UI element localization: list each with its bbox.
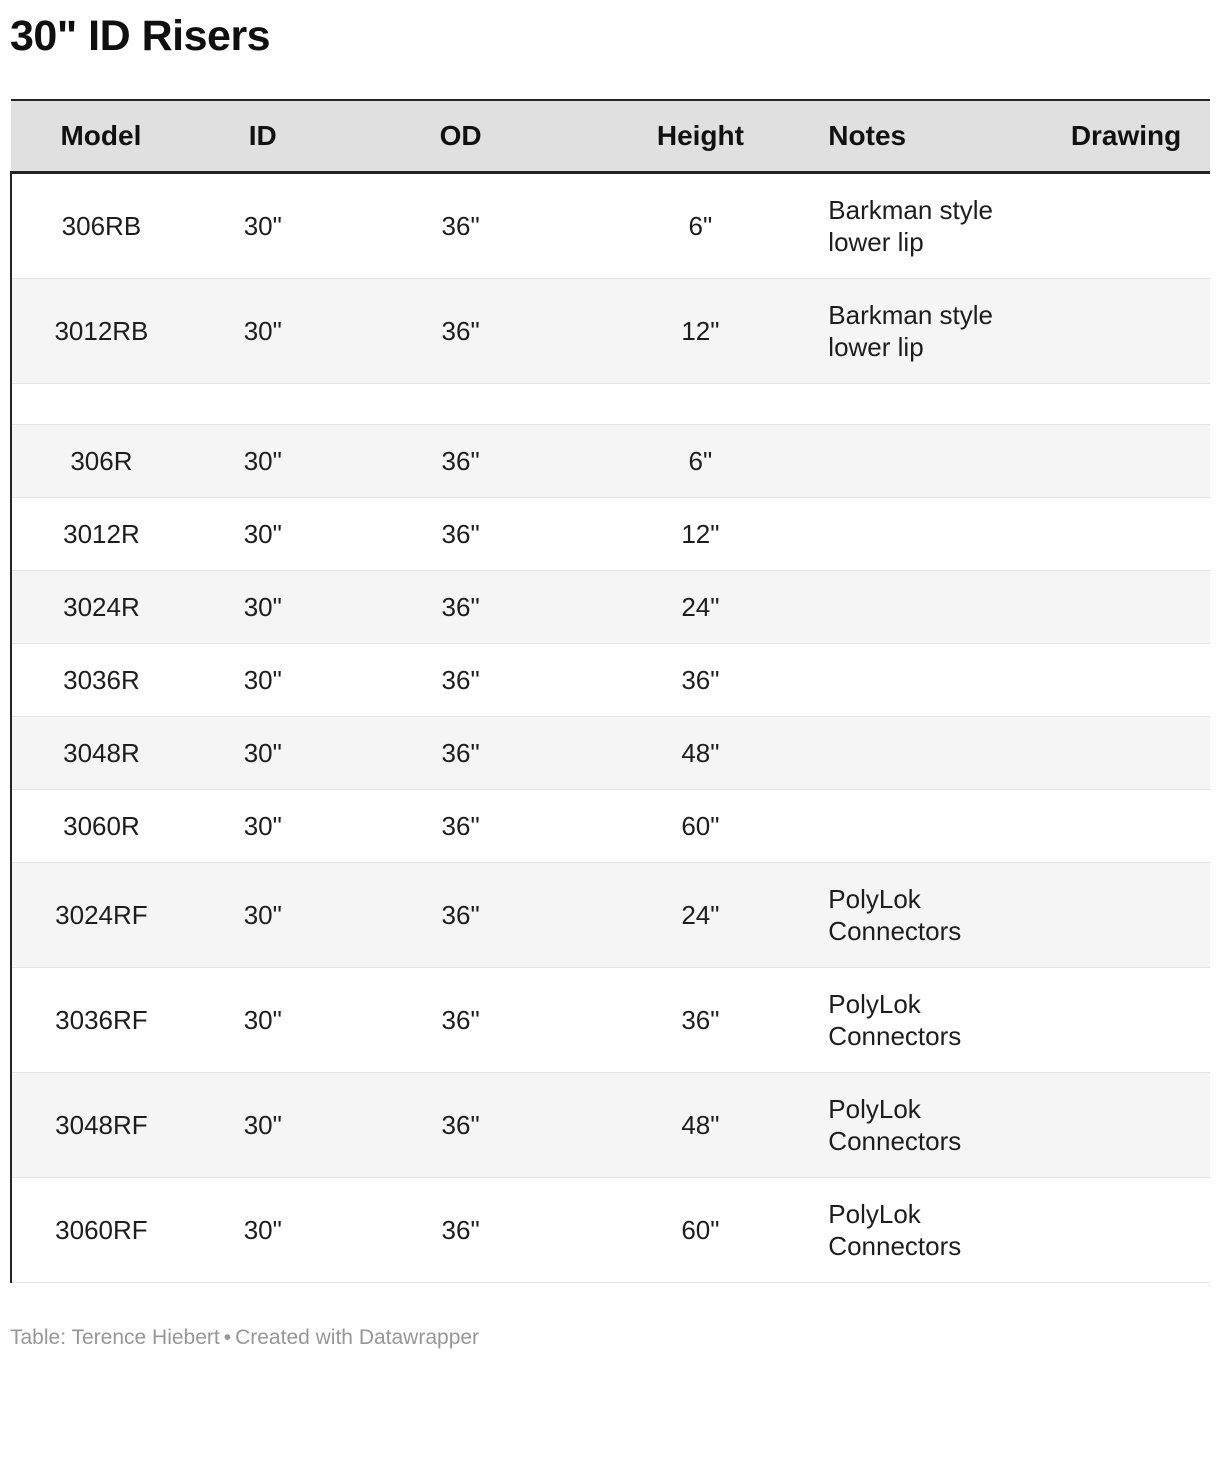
table-row — [11, 279, 1210, 384]
height-cell: 48" — [587, 717, 815, 790]
od-cell: 36" — [335, 173, 587, 279]
notes-cell — [814, 498, 1042, 571]
drawing-cell — [1042, 425, 1210, 498]
notes-cell — [814, 425, 1042, 498]
table-row — [11, 968, 1210, 1073]
notes-cell — [814, 717, 1042, 790]
notes-cell — [814, 571, 1042, 644]
height-cell: 48" — [587, 1073, 815, 1178]
notes-cell: PolyLok Connectors — [814, 968, 1042, 1073]
height-cell: 12" — [587, 498, 815, 571]
datawrapper-table-page — [0, 12, 1220, 1365]
table-row — [11, 644, 1210, 717]
height-cell: 24" — [587, 863, 815, 968]
column-header-model: Model — [11, 100, 191, 173]
table-row-empty — [11, 384, 1210, 425]
od-cell — [335, 384, 587, 425]
id-cell: 30" — [191, 1073, 335, 1178]
model-cell: 306R — [11, 425, 191, 498]
model-cell: 3024R — [11, 571, 191, 644]
notes-cell: PolyLok Connectors — [814, 1178, 1042, 1283]
id-cell — [191, 384, 335, 425]
id-cell: 30" — [191, 279, 335, 384]
od-cell: 36" — [335, 717, 587, 790]
height-cell: 36" — [587, 968, 815, 1073]
od-cell: 36" — [335, 425, 587, 498]
id-cell: 30" — [191, 968, 335, 1073]
notes-cell: Barkman style lower lip — [814, 279, 1042, 384]
od-cell: 36" — [335, 1073, 587, 1178]
od-cell: 36" — [335, 863, 587, 968]
id-cell: 30" — [191, 863, 335, 968]
datawrapper-credit-link[interactable]: Created with Datawrapper — [235, 1326, 480, 1349]
table-footer — [10, 1325, 1210, 1365]
drawing-cell — [1042, 1073, 1210, 1178]
table-row — [11, 571, 1210, 644]
id-cell: 30" — [191, 425, 335, 498]
notes-cell: Barkman style lower lip — [814, 173, 1042, 279]
model-cell: 3060R — [11, 790, 191, 863]
id-cell: 30" — [191, 717, 335, 790]
notes-cell: PolyLok Connectors — [814, 1073, 1042, 1178]
column-header-id: ID — [191, 100, 335, 173]
height-cell: 36" — [587, 644, 815, 717]
footer-attribution: Table: Terence Hiebert — [10, 1326, 220, 1349]
column-header-height: Height — [587, 100, 815, 173]
drawing-cell — [1042, 717, 1210, 790]
table-row — [11, 173, 1210, 279]
notes-cell: PolyLok Connectors — [814, 863, 1042, 968]
table-row — [11, 425, 1210, 498]
page-title: 30" ID Risers — [10, 12, 271, 60]
column-header-drawing: Drawing — [1042, 100, 1210, 173]
od-cell: 36" — [335, 968, 587, 1073]
model-cell: 3060RF — [11, 1178, 191, 1283]
id-cell: 30" — [191, 173, 335, 279]
height-cell: 24" — [587, 571, 815, 644]
model-cell: 3048R — [11, 717, 191, 790]
height-cell: 60" — [587, 790, 815, 863]
model-cell: 306RB — [11, 173, 191, 279]
table-row — [11, 863, 1210, 968]
model-cell: 3048RF — [11, 1073, 191, 1178]
height-cell — [587, 384, 815, 425]
id-cell: 30" — [191, 571, 335, 644]
drawing-cell — [1042, 173, 1210, 279]
od-cell: 36" — [335, 644, 587, 717]
notes-cell — [814, 790, 1042, 863]
risers-table — [10, 99, 1210, 1283]
model-cell: 3024RF — [11, 863, 191, 968]
column-header-od: OD — [335, 100, 587, 173]
table-row — [11, 790, 1210, 863]
model-cell: 3036RF — [11, 968, 191, 1073]
height-cell: 60" — [587, 1178, 815, 1283]
model-cell — [11, 384, 191, 425]
drawing-cell — [1042, 498, 1210, 571]
drawing-cell — [1042, 279, 1210, 384]
id-cell: 30" — [191, 644, 335, 717]
table-row — [11, 717, 1210, 790]
id-cell: 30" — [191, 790, 335, 863]
notes-cell — [814, 644, 1042, 717]
table-header — [11, 100, 1210, 173]
header-row — [11, 100, 1210, 173]
drawing-cell — [1042, 571, 1210, 644]
height-cell: 12" — [587, 279, 815, 384]
od-cell: 36" — [335, 1178, 587, 1283]
id-cell: 30" — [191, 498, 335, 571]
table-row — [11, 1178, 1210, 1283]
height-cell: 6" — [587, 425, 815, 498]
column-header-notes: Notes — [814, 100, 1042, 173]
drawing-cell — [1042, 968, 1210, 1073]
drawing-cell — [1042, 1178, 1210, 1283]
od-cell: 36" — [335, 498, 587, 571]
drawing-cell — [1042, 644, 1210, 717]
od-cell: 36" — [335, 571, 587, 644]
notes-cell — [814, 384, 1042, 425]
drawing-cell — [1042, 863, 1210, 968]
height-cell: 6" — [587, 173, 815, 279]
table-row — [11, 498, 1210, 571]
model-cell: 3012RB — [11, 279, 191, 384]
footer-separator: • — [223, 1326, 232, 1349]
model-cell: 3012R — [11, 498, 191, 571]
drawing-cell — [1042, 790, 1210, 863]
model-cell: 3036R — [11, 644, 191, 717]
id-cell: 30" — [191, 1178, 335, 1283]
od-cell: 36" — [335, 279, 587, 384]
od-cell: 36" — [335, 790, 587, 863]
drawing-cell — [1042, 384, 1210, 425]
table-row — [11, 1073, 1210, 1178]
table-body — [11, 173, 1210, 1283]
